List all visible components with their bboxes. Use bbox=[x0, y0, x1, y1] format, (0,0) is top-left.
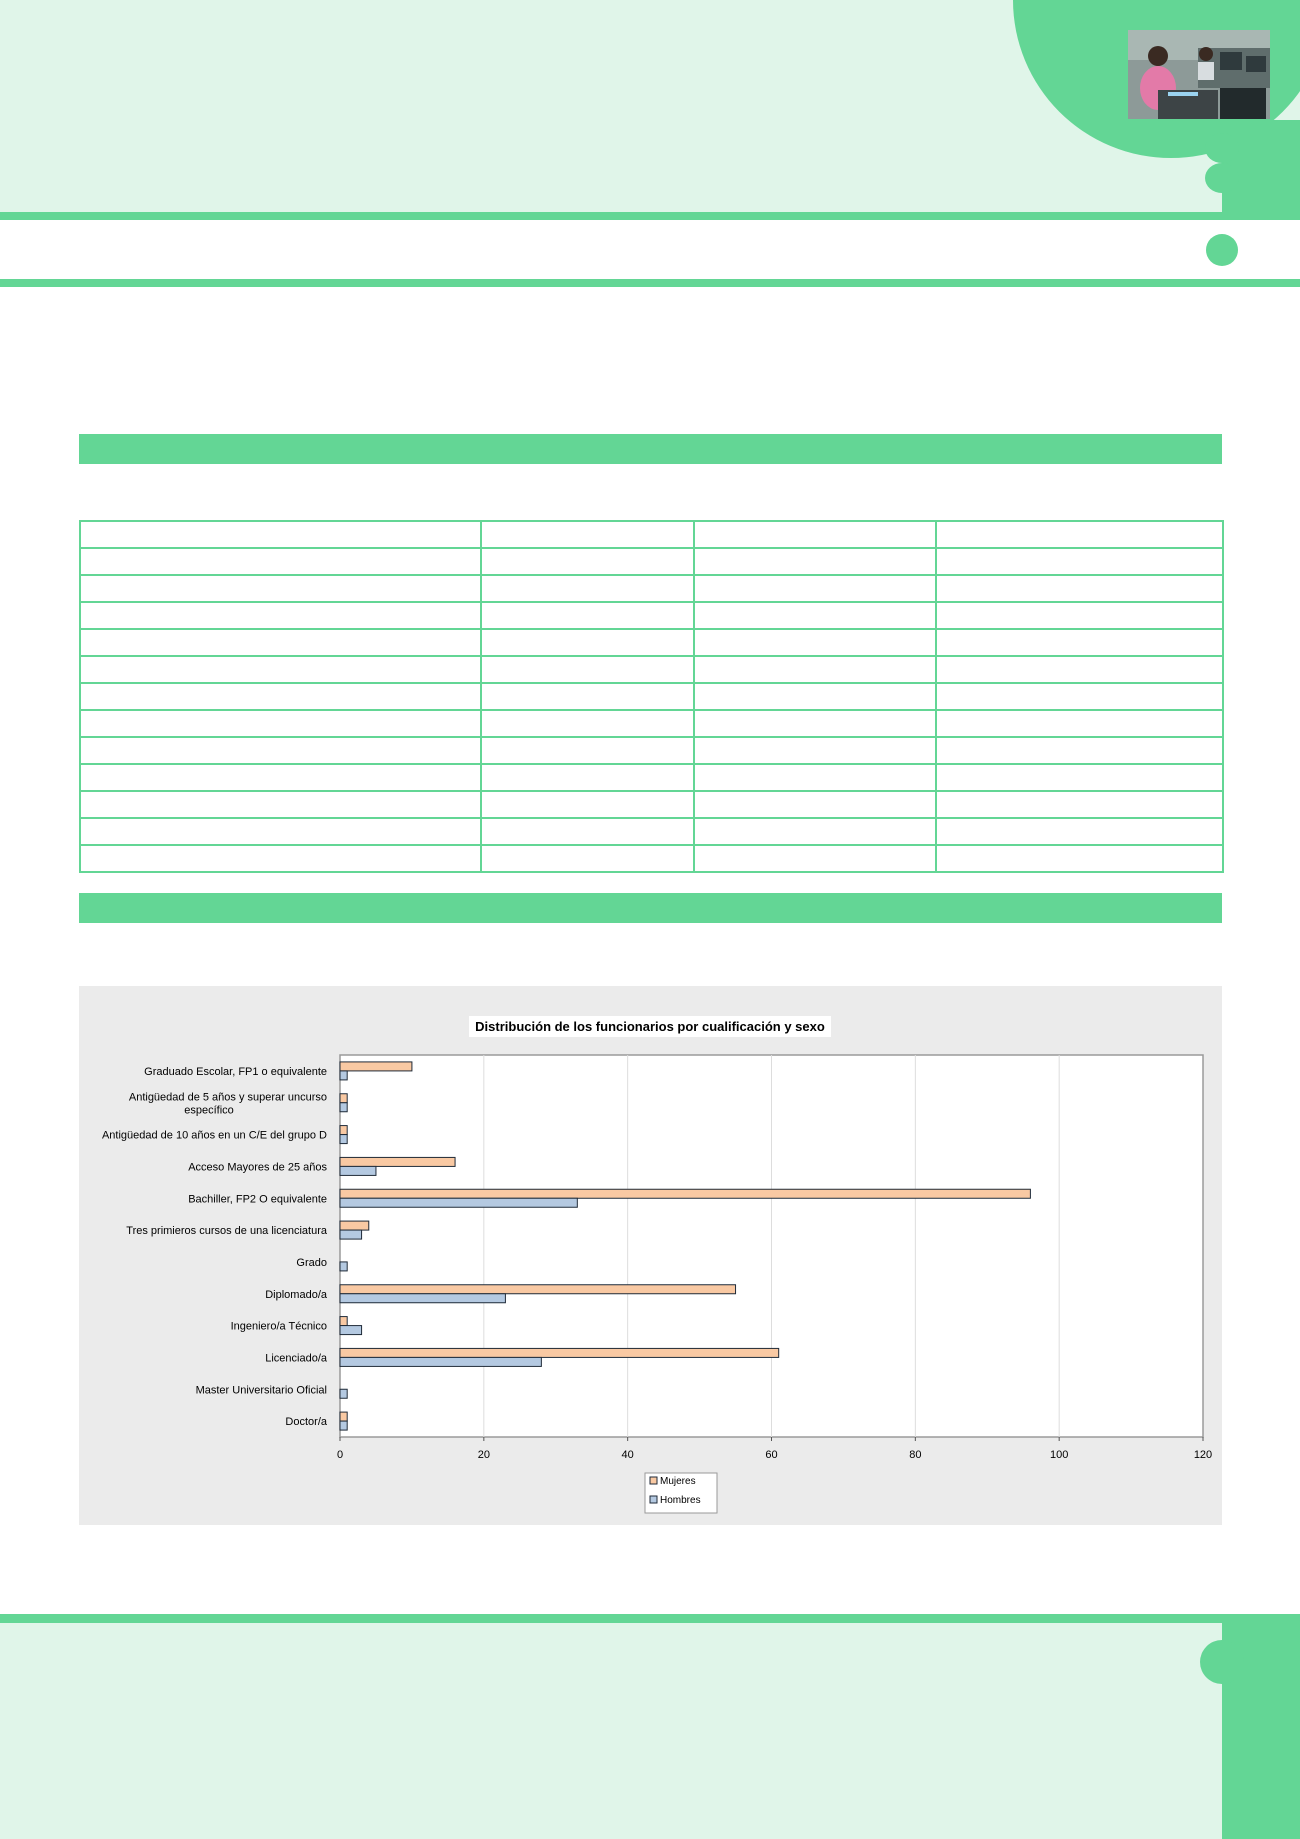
table-cell bbox=[80, 764, 481, 791]
category-label: Antigüedad de 5 años y superar uncurso bbox=[128, 1091, 327, 1104]
table-cell bbox=[481, 629, 694, 656]
table-cell bbox=[936, 629, 1223, 656]
category-label: Tres primieros cursos de una licenciatura bbox=[126, 1225, 327, 1238]
header-rule bbox=[0, 279, 1300, 287]
data-table bbox=[79, 520, 1224, 873]
table-row bbox=[80, 683, 1223, 710]
legend-swatch bbox=[650, 1477, 657, 1484]
x-tick-label: 80 bbox=[909, 1449, 922, 1461]
table-cell bbox=[694, 791, 936, 818]
header-decor-bump bbox=[1205, 163, 1239, 193]
table-header-bar bbox=[79, 434, 1222, 464]
table-cell bbox=[481, 737, 694, 764]
table-cell bbox=[936, 575, 1223, 602]
table-row bbox=[80, 791, 1223, 818]
table-cell bbox=[80, 710, 481, 737]
bar-mujeres bbox=[340, 1062, 412, 1071]
table-cell bbox=[936, 548, 1223, 575]
bar-hombres bbox=[340, 1389, 347, 1398]
table-cell bbox=[80, 791, 481, 818]
category-label: Grado bbox=[296, 1256, 327, 1269]
bar-mujeres bbox=[340, 1189, 1030, 1198]
table-cell bbox=[80, 845, 481, 872]
table-row bbox=[80, 656, 1223, 683]
table-cell bbox=[481, 575, 694, 602]
table-cell bbox=[694, 602, 936, 629]
table-cell bbox=[481, 710, 694, 737]
table-cell bbox=[80, 548, 481, 575]
table-cell bbox=[936, 737, 1223, 764]
bar-mujeres bbox=[340, 1221, 369, 1230]
table-row bbox=[80, 818, 1223, 845]
table-cell bbox=[80, 656, 481, 683]
table-cell bbox=[936, 845, 1223, 872]
category-label: Master Universitario Oficial bbox=[195, 1384, 327, 1397]
table-cell bbox=[481, 764, 694, 791]
table-cell bbox=[936, 521, 1223, 548]
legend-label: Hombres bbox=[660, 1495, 701, 1506]
table-cell bbox=[694, 548, 936, 575]
bar-hombres bbox=[340, 1230, 362, 1239]
category-label: Acceso Mayores de 25 años bbox=[188, 1161, 327, 1174]
table-row bbox=[80, 602, 1223, 629]
category-label: específico bbox=[184, 1104, 234, 1117]
table-cell bbox=[936, 656, 1223, 683]
header-rule bbox=[0, 212, 1300, 220]
header-decor-bump bbox=[1205, 133, 1239, 163]
x-tick-label: 100 bbox=[1049, 1449, 1069, 1461]
table-cell bbox=[694, 737, 936, 764]
table-cell bbox=[80, 521, 481, 548]
table-cell bbox=[694, 818, 936, 845]
category-label: Diplomado/a bbox=[265, 1288, 327, 1301]
x-tick-label: 0 bbox=[336, 1449, 344, 1461]
bar-hombres bbox=[340, 1103, 347, 1112]
table-row bbox=[80, 845, 1223, 872]
table-row bbox=[80, 575, 1223, 602]
table-row bbox=[80, 521, 1223, 548]
bar-hombres bbox=[340, 1326, 362, 1335]
table-cell bbox=[936, 764, 1223, 791]
qualification-by-sex-chart bbox=[79, 986, 1222, 1525]
table-cell bbox=[481, 845, 694, 872]
bar-mujeres bbox=[340, 1285, 736, 1294]
table-row bbox=[80, 764, 1223, 791]
bar-mujeres bbox=[340, 1412, 347, 1421]
x-tick-label: 20 bbox=[477, 1449, 490, 1461]
table-cell bbox=[936, 818, 1223, 845]
category-label: Graduado Escolar, FP1 o equivalente bbox=[144, 1065, 327, 1078]
table-row bbox=[80, 710, 1223, 737]
table-cell bbox=[80, 737, 481, 764]
table-cell bbox=[694, 683, 936, 710]
x-tick-label: 60 bbox=[765, 1449, 778, 1461]
table-cell bbox=[694, 656, 936, 683]
footer-band bbox=[0, 1623, 1300, 1839]
chart-panel bbox=[79, 986, 1222, 1525]
table-cell bbox=[481, 818, 694, 845]
table-cell bbox=[936, 710, 1223, 737]
bar-hombres bbox=[340, 1294, 505, 1303]
table-row bbox=[80, 629, 1223, 656]
bar-hombres bbox=[340, 1071, 347, 1080]
table-row bbox=[80, 737, 1223, 764]
office-workers-photo bbox=[1128, 30, 1270, 119]
table-cell bbox=[694, 845, 936, 872]
bar-hombres bbox=[340, 1198, 577, 1207]
table-cell bbox=[694, 521, 936, 548]
category-label: Licenciado/a bbox=[265, 1352, 327, 1365]
table-cell bbox=[80, 602, 481, 629]
table-cell bbox=[80, 629, 481, 656]
table-cell bbox=[694, 575, 936, 602]
bar-mujeres bbox=[340, 1157, 455, 1166]
photo-illustration bbox=[1128, 30, 1270, 119]
table-cell bbox=[80, 575, 481, 602]
chart-title: Distribución de los funcionarios por cualificación y sexo bbox=[475, 1019, 825, 1034]
footer-decor-bump bbox=[1200, 1640, 1244, 1684]
category-label: Antigüedad de 10 años en un C/E del grupo D bbox=[101, 1129, 327, 1142]
table-cell bbox=[80, 683, 481, 710]
table-cell bbox=[80, 818, 481, 845]
table-cell bbox=[481, 656, 694, 683]
table-cell bbox=[481, 791, 694, 818]
table-cell bbox=[694, 629, 936, 656]
footer-rule bbox=[0, 1614, 1300, 1623]
category-label: Bachiller, FP2 O equivalente bbox=[188, 1193, 327, 1206]
table-cell bbox=[481, 548, 694, 575]
x-tick-label: 40 bbox=[621, 1449, 634, 1461]
table-cell bbox=[936, 683, 1223, 710]
bar-hombres bbox=[340, 1357, 541, 1366]
bar-mujeres bbox=[340, 1126, 347, 1135]
table-cell bbox=[481, 521, 694, 548]
bar-hombres bbox=[340, 1262, 347, 1271]
header-decor-bar bbox=[1222, 120, 1300, 212]
bar-hombres bbox=[340, 1166, 376, 1175]
table-cell bbox=[481, 683, 694, 710]
legend-label: Mujeres bbox=[660, 1476, 696, 1487]
header-decor-dot bbox=[1206, 234, 1238, 266]
table-row bbox=[80, 548, 1223, 575]
category-label: Doctor/a bbox=[285, 1416, 327, 1429]
bar-hombres bbox=[340, 1421, 347, 1430]
table-cell bbox=[694, 710, 936, 737]
x-tick-label: 120 bbox=[1193, 1449, 1213, 1461]
category-label: Ingeniero/a Técnico bbox=[230, 1320, 327, 1333]
table-footer-bar bbox=[79, 893, 1222, 923]
bar-mujeres bbox=[340, 1094, 347, 1103]
table-cell bbox=[481, 602, 694, 629]
table-cell bbox=[936, 602, 1223, 629]
bar-mujeres bbox=[340, 1348, 779, 1357]
bar-mujeres bbox=[340, 1317, 347, 1326]
table-cell bbox=[936, 791, 1223, 818]
table-cell bbox=[694, 764, 936, 791]
bar-hombres bbox=[340, 1135, 347, 1144]
legend-swatch bbox=[650, 1496, 657, 1503]
